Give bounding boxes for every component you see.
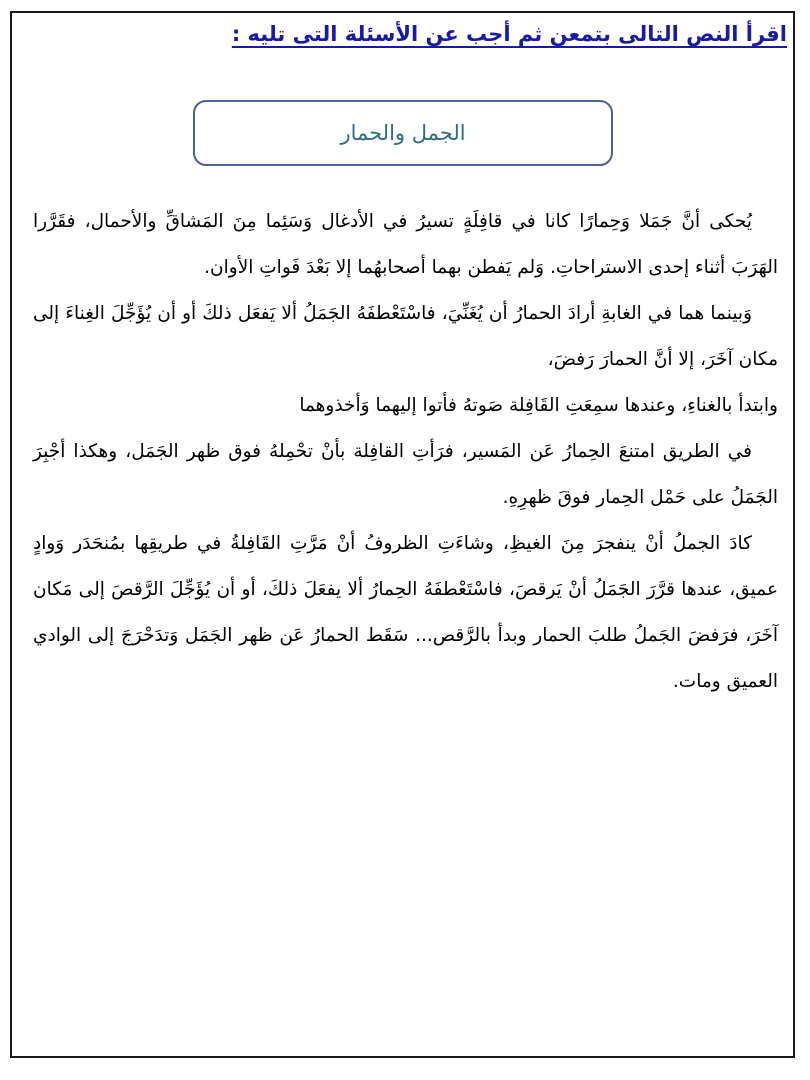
story-paragraph-5: كادَ الجملُ أنْ ينفجرَ مِنَ الغيظِ، وشاءَتِ الظروفُ أنْ مَرَّتِ القَافِلةُ في طريقِها بمُنحَدَر وَوادٍ عميق، عندها قرَّرَ الجَمَلُ أنْ يَرقصَ، فاسْتَعْطفَهُ الحِمارُ ألا يفعَلَ ذلكَ، أو أن يُؤَجِّلَ الرَّقصَ إلى مَكان آخَرَ، فرَفضَ الجَملُ طلبَ الحمار وبدأ بالرَّقص... سَقَط الحمارُ عَن ظهر الجَمَل وَتدَحْرَجَ إلى الوادي العميق ومات. <box>33 533 778 692</box>
story-paragraph-2: وَبينما هما في الغابةِ أرادَ الحمارُ أن يُغَنِّيَ، فاسْتَعْطفَهُ الجَمَلُ ألا يَفعَل ذلكَ أو أن يُؤَجِّلَ الغِناءَ إلى مكان آخَرَ، إلا أنَّ الحمارَ رَفضَ، <box>33 303 778 370</box>
story-paragraph-1: يُحكى أنَّ جَمَلا وَحِمارًا كانا في قافِلَةٍ تسيرُ في الأدغال وَسَئِما مِنَ المَشاقِّ والأحمال، فقَرَّرا الهَرَبَ أثناء إحدى الاستراحاتِ. وَلم يَفطن بهما أصحابهُما إلا بَعْدَ فَواتِ الأوان. <box>33 211 778 278</box>
story-title: الجمل والحمار <box>340 121 466 145</box>
story-paragraph-3: وابتدأ بالغناءِ، وعندها سمِعَتِ القَافِلة صَوتهُ فأتوا إليهما وَأخذوهما <box>299 395 778 416</box>
title-box <box>193 100 613 166</box>
story-text <box>33 199 778 705</box>
story-paragraph-4: في الطريق امتنعَ الحِمارُ عَن المَسير، فرَأتِ القافِلة بأنْ تحْمِلهُ فوق ظهر الجَمَل، وهكذا أجْبِرَ الجَمَلُ على حَمْل الحِمار فوقَ ظهرِهِ. <box>33 441 778 508</box>
instruction-heading: اقرأ النص التالى بتمعن ثم أجب عن الأسئلة التى تليه : <box>231 22 787 46</box>
